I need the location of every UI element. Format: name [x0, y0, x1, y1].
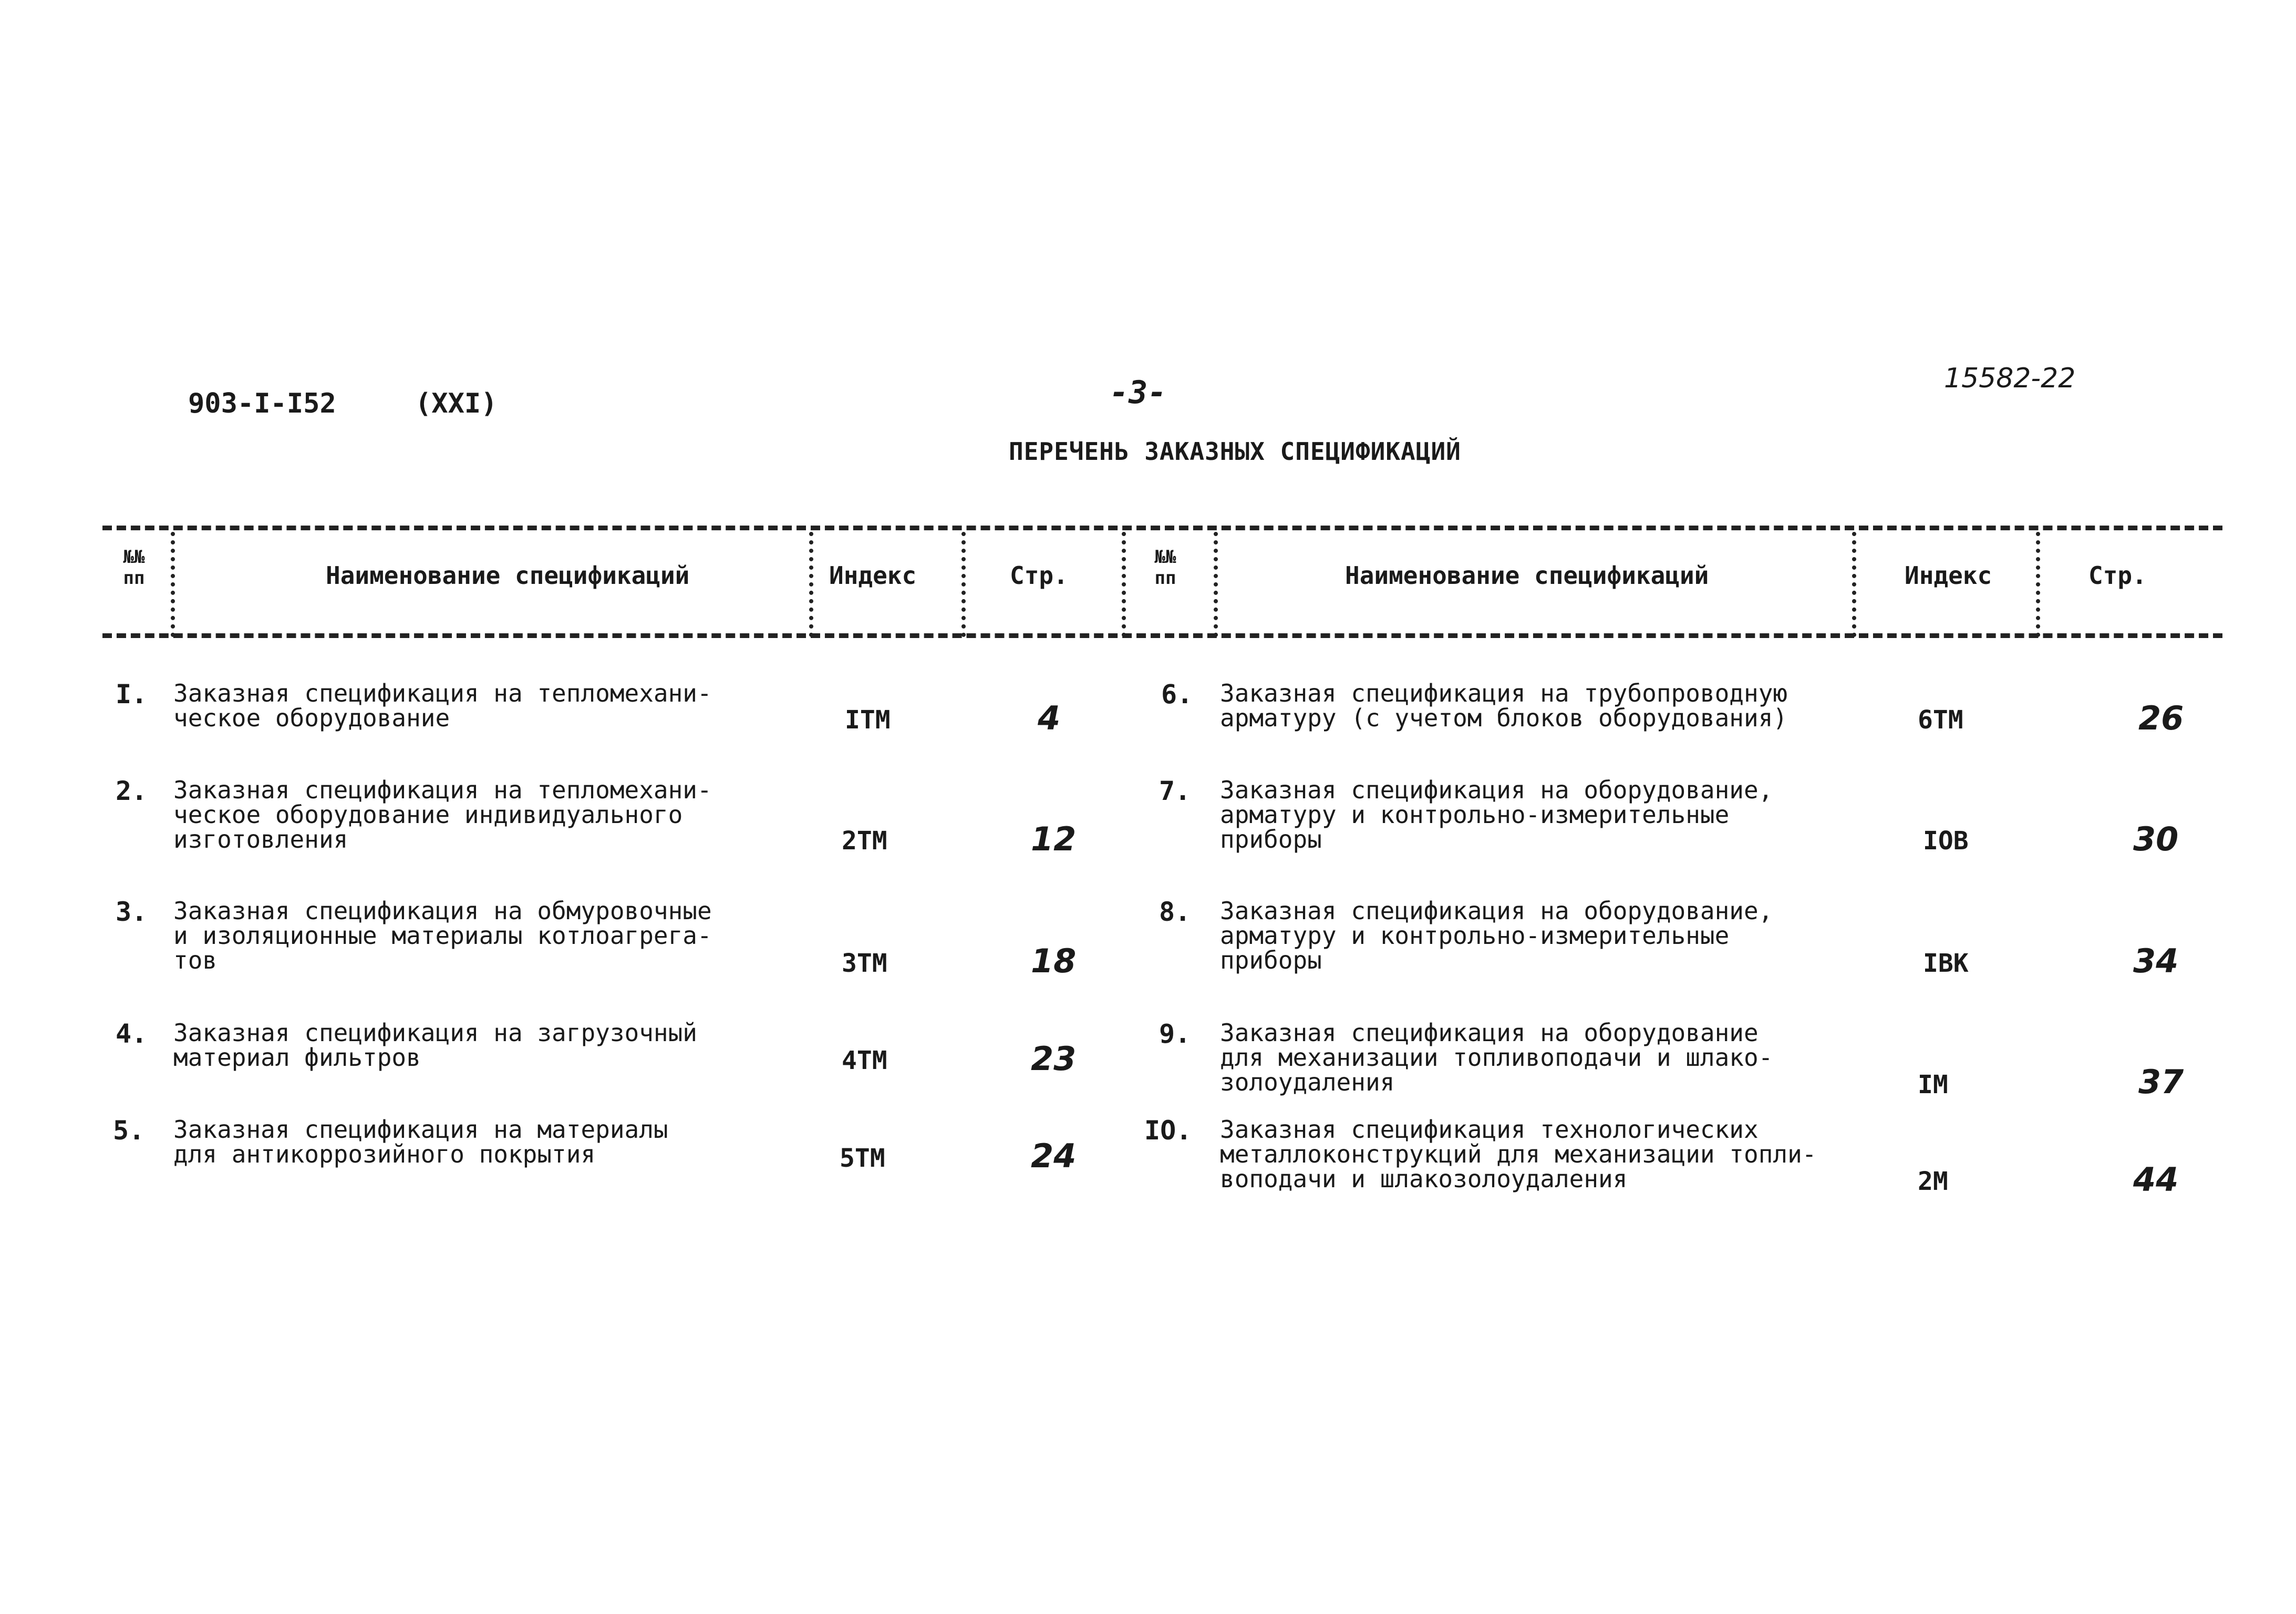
col-sep [2036, 532, 2040, 637]
row-index: IМ [1918, 1070, 1948, 1099]
col-sep [171, 532, 175, 637]
row-index: IОВ [1923, 826, 1969, 856]
row-page: 4 [1038, 699, 1061, 737]
row-page: 24 [1031, 1137, 1077, 1175]
row-number: IO. [1144, 1115, 1192, 1146]
row-index: 2ТМ [842, 826, 887, 856]
col-header-name: Наименование спецификаций [326, 561, 690, 590]
row-page: 18 [1031, 942, 1077, 980]
row-number: 5. [113, 1115, 145, 1146]
row-name: Заказная спецификация на обмуровочные и изоляционные материалы котлоагрега- тов [173, 897, 712, 974]
row-number: 9. [1159, 1019, 1191, 1049]
row-page: 44 [2133, 1160, 2179, 1199]
row-name: Заказная спецификация на тепломехани- ческое оборудование [173, 679, 712, 732]
row-name: Заказная спецификация на тепломехани- ческое оборудование индивидуального изготовления [173, 776, 712, 854]
col-sep [961, 532, 966, 637]
row-page: 12 [1031, 820, 1077, 858]
row-index: 6ТМ [1918, 705, 1963, 735]
row-name: Заказная спецификация на загрузочный материал фильтров [173, 1019, 697, 1072]
row-index: IВК [1923, 949, 1969, 978]
volume-number: (XXI) [415, 388, 498, 419]
document-code: 903-I-I52 [188, 388, 336, 419]
row-name: Заказная спецификация технологических металлоконструкций для механизации топли- воподачи и шлакозолоудаления [1220, 1115, 1817, 1193]
row-index: 3ТМ [842, 949, 887, 978]
col-header-index: Индекс [829, 561, 917, 590]
page-number: -3- [1110, 374, 1167, 411]
col-header-number: №№ пп [1154, 547, 1176, 589]
row-name: Заказная спецификация на оборудование для механизации топливоподачи и шлако- золоудаления [1220, 1019, 1773, 1096]
row-name: Заказная спецификация на материалы для антикоррозийного покрытия [173, 1115, 668, 1168]
col-sep [1852, 532, 1856, 637]
row-page: 30 [2133, 820, 2179, 858]
col-sep [1122, 532, 1126, 637]
archive-number: 15582-22 [1944, 363, 2076, 394]
col-header-index: Индекс [1905, 561, 1992, 590]
row-number: 4. [116, 1019, 148, 1049]
row-number: I. [116, 679, 148, 710]
row-number: 7. [1159, 776, 1191, 806]
row-page: 34 [2133, 942, 2179, 980]
row-page: 37 [2138, 1063, 2184, 1101]
col-header-page: Стр. [1010, 561, 1068, 590]
row-name: Заказная спецификация на оборудование, арматуру и контрольно-измерительные приборы [1220, 776, 1773, 854]
row-number: 3. [116, 897, 148, 927]
row-index: IТМ [845, 705, 891, 735]
row-page: 26 [2138, 699, 2184, 737]
table-header-bottom-rule [102, 633, 2222, 638]
row-number: 2. [116, 776, 148, 806]
col-header-number: №№ пп [123, 547, 145, 589]
row-page: 23 [1031, 1040, 1077, 1078]
table-top-rule [102, 526, 2222, 530]
page-title: ПЕРЕЧЕНЬ ЗАКАЗНЫХ СПЕЦИФИКАЦИЙ [1009, 437, 1461, 466]
row-index: 2М [1918, 1167, 1948, 1196]
row-index: 4ТМ [842, 1046, 887, 1075]
row-number: 8. [1159, 897, 1191, 927]
row-name: Заказная спецификация на трубопроводную арматуру (с учетом блоков оборудования) [1220, 679, 1788, 732]
col-header-name: Наименование спецификаций [1345, 561, 1709, 590]
col-header-page: Стр. [2088, 561, 2147, 590]
col-sep [1214, 532, 1218, 637]
row-number: 6. [1161, 679, 1193, 710]
row-name: Заказная спецификация на оборудование, арматуру и контрольно-измерительные приборы [1220, 897, 1773, 974]
row-index: 5ТМ [840, 1144, 885, 1173]
col-sep [809, 532, 813, 637]
